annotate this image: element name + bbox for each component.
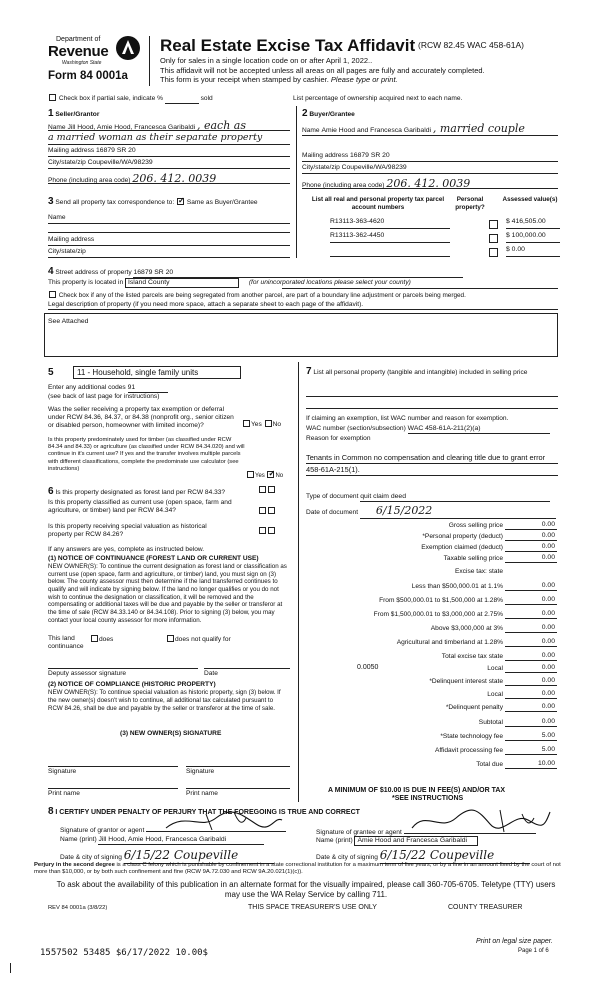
grantee-date-value[interactable]: 6/15/22 Coupeville (380, 848, 530, 864)
buyer-mailing-label: Mailing address (302, 152, 349, 159)
historic-no-checkbox[interactable] (268, 527, 275, 534)
does-not-option (166, 635, 231, 644)
section7-label: List all personal property (tangible and intangible) included in selling price (313, 369, 528, 376)
see-instructions-note: *SEE INSTRUCTIONS (392, 795, 464, 802)
tax-row-value[interactable]: 0.00 (505, 703, 557, 712)
legal-label: Legal description of property (if you need more space, attach a separate sheet to each page of the affidavit). (48, 301, 364, 308)
tax-row (305, 717, 557, 727)
grantor-name-label: Name (print) (60, 836, 97, 843)
buyer-phone-label: Phone (including area code) (302, 182, 385, 189)
tax-row-label: Local (487, 690, 503, 698)
does-not-label: does not qualify for (175, 636, 231, 643)
see-back-note: (see back of last page for instructions) (48, 393, 160, 400)
exemption-claim-label: If claiming an exemption, list WAC number and reason for exemption. (306, 415, 509, 422)
section8-number: 8 (48, 806, 54, 817)
tax-row (305, 663, 557, 673)
certify-label: I CERTIFY UNDER PENALTY OF PERJURY THAT THE FOREGOING IS TRUE AND CORRECT (55, 809, 360, 816)
center-divider-bottom (298, 362, 299, 802)
edge-mark (10, 963, 11, 973)
if-yes-note: If any answers are yes, complete as instructed below. (48, 546, 205, 553)
minimum-due-note: A MINIMUM OF $10.00 IS DUE IN FEE(S) AND/OR TAX (328, 787, 506, 794)
county-treasurer-label: COUNTY TREASURER (448, 904, 523, 911)
buyer-section-title: Buyer/Grantee (309, 111, 355, 118)
revenue-label: Revenue (48, 43, 109, 60)
header-sub3-text: This form is your receipt when stamped by cashier. (160, 75, 329, 84)
buyer-city-label: City/state/zip (302, 164, 340, 171)
seller-name-row (48, 119, 290, 131)
additional-codes-label: Enter any additional codes (48, 384, 126, 391)
perjury-text: is a class C felony which is punishable by confinement in a state correctional institution for a maximum term of five years, or by a fine in an amount fixed by the court of not more than $10,000, or by both such confinement and fine (RCW 9A.72.030 and RCW 9A.20.021(1)(c)). (34, 862, 561, 876)
section3-mailing-row (48, 236, 290, 246)
tax-row-value[interactable]: 0.00 (505, 610, 557, 619)
tax-row (305, 542, 557, 552)
tax-row-value[interactable]: 0.00 (505, 652, 557, 661)
center-divider-top (296, 106, 297, 258)
tax-row-value[interactable]: 0.00 (505, 532, 557, 541)
tax-row-label: Less than $500,000.01 at 1.1% (411, 582, 503, 590)
parcel-number-3[interactable] (330, 246, 450, 257)
seller-city-label: City/state/zip (48, 159, 86, 166)
wac-value[interactable]: WAC 458-61A-211(2)(a) (408, 425, 550, 434)
buyer-mailing-row (302, 152, 558, 162)
new-owner-sig-label-2: Signature (186, 768, 215, 775)
deputy-date-line[interactable] (204, 668, 290, 669)
deputy-sig-label: Deputy assessor signature (48, 670, 127, 677)
form-number: Form 84 0001a (48, 70, 128, 82)
same-as-buyer-label: Same as Buyer/Grantee (186, 199, 258, 206)
new-owner-print-label-1: Print name (48, 790, 80, 797)
parcel-value-2[interactable]: $ 100,000.00 (506, 232, 560, 243)
dor-emblem-icon (114, 34, 142, 62)
tax-row-label: *Personal property (deduct) (422, 532, 503, 540)
buyer-city-value[interactable]: Coupeville/WA/98239 (341, 164, 407, 171)
tax-row-label: Total due (476, 760, 503, 768)
seller-mailing-label: Mailing address (48, 147, 95, 154)
tax-row-value[interactable]: 0.00 (505, 554, 557, 563)
legal-description-box[interactable] (44, 313, 558, 357)
exemption-yes-label: Yes (251, 421, 262, 428)
tax-row (305, 676, 557, 686)
tax-row-label: Subtotal (478, 718, 503, 726)
seller-section-title: Seller/Grantor (55, 111, 100, 118)
tax-row (305, 745, 557, 755)
grantee-signature-scribble (404, 808, 554, 834)
local-rate: 0.0050 (357, 664, 379, 672)
new-owner-print-label-2: Print name (186, 790, 218, 797)
exemption-no-label: No (272, 421, 282, 428)
notice2-body: NEW OWNER(S): To continue special valuation as historic property, sign (3) below. If the new owner(s) doesn't wish to continue, all additional tax calculated pursuant to RCW 84.26, shall be due and payable by the seller or transferor at the time of sale. (48, 689, 281, 712)
doc-type-value[interactable]: quit claim deed (360, 493, 550, 502)
personal-property-line-1[interactable] (306, 396, 558, 397)
buyer-name-row (302, 122, 558, 136)
seller-section-number: 1 (48, 108, 54, 119)
tax-row-value[interactable]: 5.00 (505, 746, 557, 755)
forest-question (48, 486, 298, 499)
tax-row (305, 581, 557, 591)
timber-yes-checkbox[interactable] (247, 471, 254, 478)
grantor-signature-scribble (146, 810, 286, 832)
does-option (90, 635, 113, 644)
historic-yes-checkbox[interactable] (259, 527, 266, 534)
current-use-question (48, 499, 298, 515)
forest-yes-no (258, 486, 276, 495)
parcel-personal-checkbox-3[interactable] (489, 248, 498, 257)
legal-description-value: See Attached (48, 318, 89, 325)
tax-row (305, 637, 557, 647)
historic-question-text: Is this property receiving special valuation as historical property per RCW 84.26? (48, 523, 207, 539)
parcel-number-2[interactable]: R13113-362-4450 (330, 232, 450, 243)
section4-number: 4 (48, 266, 54, 277)
additional-codes-value[interactable]: 91 (128, 384, 168, 393)
tax-row-value[interactable]: 0.00 (505, 677, 557, 686)
buyer-name-value[interactable]: Amie Hood and Francesca Garibaldi (321, 127, 431, 134)
continuance-row (48, 635, 298, 651)
timber-no-checkbox[interactable] (267, 471, 274, 478)
tax-row-value[interactable]: 10.00 (505, 760, 557, 769)
perjury-bold: Perjury in the second degree (34, 862, 115, 868)
buyer-section-number: 2 (302, 108, 308, 119)
timber-yes-no (246, 471, 283, 481)
wac-row (306, 425, 550, 434)
same-as-buyer-checkbox[interactable] (177, 198, 184, 205)
seller-phone-label: Phone (including area code) (48, 177, 131, 184)
section3-name-row (48, 214, 290, 224)
tax-row-value[interactable]: 0.00 (505, 596, 557, 605)
wa-state-label: Washington State (62, 60, 102, 66)
tax-row (305, 651, 557, 661)
reason-value[interactable]: Tenants in Common no compensation and clearing title due to grant error 458-61A-215(1). (306, 453, 546, 474)
grantor-name-row (60, 836, 264, 845)
doc-date-row (306, 504, 556, 519)
header-sub1: Only for sales in a single location code on or after April 1, 2022.. (160, 56, 373, 65)
section7-number: 7 (306, 366, 312, 377)
new-owner-sig-line-1[interactable] (48, 766, 178, 767)
partial-sale-sold-label: sold (200, 95, 213, 102)
parcel-row-2 (302, 232, 558, 243)
notice2-title: (2) NOTICE OF COMPLIANCE (HISTORIC PROPERTY) (48, 681, 216, 688)
notice1-title: (1) NOTICE OF CONTINUANCE (FOREST LAND OR CURRENT USE) (48, 555, 259, 562)
tax-row-label: Agricultural and timberland at 1.28% (396, 638, 503, 646)
exemption-yes-no (242, 420, 281, 429)
timber-yes-label: Yes (255, 473, 265, 479)
parcel-number-1[interactable]: R13113-363-4620 (330, 218, 450, 229)
tax-row (305, 566, 557, 576)
grantor-sig-row (60, 822, 286, 835)
land-use-code-select[interactable]: 11 - Household, single family units (73, 366, 241, 379)
grantee-name-value[interactable]: Amie Hood and Francesca Garibaldi (354, 836, 478, 846)
parcel-row-3 (302, 246, 558, 257)
reason-line-1 (306, 463, 558, 464)
forest-question-text: Is this property designated as forest land per RCW 84.33? (55, 489, 226, 496)
seller-phone-row (48, 172, 290, 184)
tax-row (305, 609, 557, 619)
seller-name-handwritten-1: , each as (196, 119, 246, 132)
tax-row (305, 553, 557, 563)
tax-row (305, 759, 557, 769)
section3-label: Send all property tax correspondence to: (55, 199, 175, 206)
located-label: This property is located in (48, 279, 124, 286)
street-label: Street address of property (55, 269, 132, 276)
seller-name-value[interactable]: Jill Hood, Amie Hood, Francesca Garibaldi (67, 124, 196, 131)
tax-row (305, 531, 557, 541)
buyer-phone-row (302, 177, 558, 189)
parcels-col3-header: Assessed value(s) (502, 196, 558, 203)
tax-row-label: From $1,500,000.01 to $3,000,000 at 2.75% (373, 610, 503, 618)
dept-of-label: Department of (56, 36, 101, 43)
partial-sale-label: Check box if partial sale, indicate % (58, 95, 163, 102)
form-title-ref: (RCW 82.45 WAC 458-61A) (418, 40, 524, 50)
header-sub2: This affidavit will not be accepted unless all areas on all pages are fully and accurately completed. (160, 66, 485, 75)
segregated-label: Check box if any of the listed parcels are being segregated from another parcel, are part of a boundary line adjustment or parcels being merged. (58, 292, 466, 299)
seller-mailing-value[interactable]: 16879 SR 20 (96, 147, 136, 154)
tax-row (305, 731, 557, 741)
unincorporated-note: (for unincorporated locations please select your county) (248, 279, 411, 286)
seller-name-handwritten-2: a married woman as their separate property (48, 132, 290, 145)
section3-heading (48, 196, 294, 209)
tax-row-label: Excise tax: state (454, 567, 503, 575)
continuance-label: continuance (48, 643, 84, 651)
partial-sale-row (48, 94, 213, 104)
section7-heading (306, 366, 558, 379)
doc-date-value[interactable]: 6/15/2022 (360, 504, 556, 519)
doc-date-label: Date of document (306, 509, 359, 516)
forest-no-checkbox[interactable] (268, 486, 275, 493)
exemption-question (48, 406, 298, 431)
header-sub3-italic: Please type or print. (330, 75, 398, 84)
tax-row-value[interactable]: 5.00 (505, 732, 557, 741)
tax-row-label: *State technology fee (440, 732, 503, 740)
deputy-date-label: Date (204, 670, 218, 677)
section3-city-row (48, 248, 290, 258)
tax-row-label: Exemption claimed (deduct) (421, 543, 503, 551)
doc-type-label: Type of document (306, 493, 359, 500)
does-not-checkbox[interactable] (167, 635, 174, 642)
grantor-name-value[interactable]: Jill Hood, Amie Hood, Francesca Garibaldi (98, 836, 264, 845)
tax-row-label: Gross selling price (448, 521, 503, 529)
buyer-name-label: Name (302, 127, 320, 134)
page-number: Page 1 of 6 (518, 948, 549, 954)
current-use-no-checkbox[interactable] (268, 507, 275, 514)
historic-yes-no (258, 527, 276, 536)
section3-mailing-label: Mailing address (48, 236, 95, 243)
historic-question (48, 523, 298, 539)
tax-row-label: Total excise tax state (441, 652, 503, 660)
buyer-city-row (302, 164, 558, 174)
tax-row-value[interactable]: 0.00 (505, 718, 557, 727)
buyer-phone-value[interactable]: 206. 412. 0039 (386, 177, 471, 190)
tax-row (305, 623, 557, 633)
parcels-header (302, 196, 558, 214)
tax-row (305, 689, 557, 699)
tax-row (305, 595, 557, 605)
segregated-row (48, 291, 560, 300)
tax-row (305, 702, 557, 712)
grantee-sig-label: Signature of grantee or agent (316, 829, 402, 836)
tax-row-value[interactable]: 0.00 (505, 664, 557, 673)
grantee-name-row (316, 836, 478, 846)
legal-label-line (48, 309, 558, 310)
parcel-row-1 (302, 218, 558, 229)
ownership-note: List percentage of ownership acquired next to each name. (293, 95, 463, 102)
current-use-yes-checkbox[interactable] (259, 507, 266, 514)
this-land-label: This land (48, 635, 75, 642)
grantee-date-label: Date & city of signing (316, 854, 378, 861)
seller-name-label: Name (48, 124, 66, 131)
tax-row-value[interactable]: 0.00 (505, 582, 557, 591)
new-owner-print-line-2[interactable] (186, 788, 290, 789)
new-owner-sig-label-1: Signature (48, 768, 77, 775)
personal-property-line-2[interactable] (306, 408, 558, 409)
doc-type-row (306, 493, 550, 502)
grantor-sig-label: Signature of grantor or agent (60, 827, 145, 834)
tax-row (305, 520, 557, 530)
buyer-mailing-value[interactable]: 16879 SR 20 (350, 152, 390, 159)
alt-format-notice: To ask about the availability of this publication in an alternate format for the visually impaired, please call 360-705-6705. Teletype (TTY) users may use the WA Relay Service by calling 711. (56, 880, 556, 899)
seller-city-value[interactable]: Coupeville/WA/98239 (87, 159, 153, 166)
parcel-personal-checkbox-2[interactable] (489, 234, 498, 243)
perjury-notice (34, 862, 574, 877)
buyer-heading (302, 108, 355, 121)
tax-row-value[interactable]: 0.00 (505, 690, 557, 699)
does-checkbox[interactable] (91, 635, 98, 642)
does-label: does (99, 636, 114, 643)
wac-label: WAC number (section/subsection) (306, 425, 406, 432)
recording-stamp: 1557502 53485 $6/17/2022 10.00$ (40, 948, 208, 958)
grantor-date-value[interactable]: 6/15/22 Coupeville (124, 848, 274, 864)
parcels-col1-header: List all real and personal property tax parcel account numbers (311, 196, 445, 211)
grantee-signature[interactable] (404, 824, 536, 834)
parcels-col2-header: Personal property? (455, 196, 485, 211)
forest-yes-checkbox[interactable] (259, 486, 266, 493)
section3-city-label: City/state/zip (48, 248, 86, 255)
buyer-name-handwritten: , married couple (432, 122, 525, 135)
notice1-body: NEW OWNER(S): To continue the current designation as forest land or classification as current use (open space, farm and agriculture, or timber) land, you must sign on (3) below. The county assessor must then determine if the land transferred continues to qualify and will indicate by signing below. If the land no longer qualifies or you do not wish to continue the designation or classification, it will be removed and the compensating or additional taxes will be due and payable by the seller or transferor at the time of sale (RCW 84.33.140 or 84.34.108). Prior to signing (3) below, you may contact your local county assessor for more information. (48, 563, 287, 624)
grantee-name-label: Name (print) (316, 837, 353, 844)
reason-label: Reason for exemption (306, 435, 371, 442)
reason-line-2 (306, 475, 558, 476)
grantor-signature[interactable] (146, 822, 286, 832)
tax-row-label: Affidavit processing fee (434, 746, 503, 754)
exemption-no-checkbox[interactable] (265, 420, 272, 427)
section3-name-label: Name (48, 214, 66, 221)
tax-row-label: Taxable selling price (443, 554, 503, 562)
seller-mailing-row (48, 147, 290, 157)
header-sub3 (160, 75, 398, 84)
new-owner-sig-line-2[interactable] (186, 766, 290, 767)
segregated-checkbox[interactable] (49, 291, 56, 298)
exemption-yes-checkbox[interactable] (243, 420, 250, 427)
tax-row-label: *Delinquent interest state (429, 677, 503, 685)
timber-no-label: No (275, 473, 284, 479)
new-owner-print-line-1[interactable] (48, 788, 178, 789)
tax-row-value[interactable]: 0.00 (505, 638, 557, 647)
timber-question (48, 437, 298, 479)
treasurer-use-label: THIS SPACE TREASURER'S USE ONLY (248, 904, 377, 911)
tax-row-value[interactable]: 0.00 (505, 543, 557, 552)
tax-row-label: Above $3,000,000 at 3% (430, 624, 503, 632)
section3-name-line2 (48, 232, 290, 233)
tax-row-value[interactable]: 0.00 (505, 624, 557, 633)
tax-row-label: From $500,000.01 to $1,500,000 at 1.28% (379, 596, 503, 604)
partial-sale-checkbox[interactable] (49, 94, 56, 101)
deputy-sig-line[interactable] (48, 668, 198, 669)
parcel-personal-checkbox-1[interactable] (489, 220, 498, 229)
header-divider (149, 36, 150, 86)
seller-phone-value[interactable]: 206. 412. 0039 (132, 172, 217, 185)
parcel-value-1[interactable]: $ 416,505.00 (506, 218, 560, 229)
timber-question-text: Is this property predominately used for timber (as classified under RCW 84.34 and 84.33) or agriculture (as classified under RCW 84.34.020) and will continue in it's current use? If yes and the transfer involves multiple parcels with different classifications, complete the predominate use calculator (see instructions) (48, 437, 245, 472)
tax-row-value[interactable]: 0.00 (505, 521, 557, 530)
current-use-question-text: Is this property classified as current use (open space, farm and agriculture, or timber) land per RCW 84.34? (48, 499, 232, 515)
exemption-question-text: Was the seller receiving a property tax exemption or deferral under RCW 84.36, 84.37, or 84.38 (nonprofit org., senior citizen or disabled person, homeowner with limited income)? (48, 406, 234, 430)
partial-sale-percent-field[interactable] (165, 95, 199, 104)
section5-number: 5 (48, 367, 54, 378)
form-title: Real Estate Excise Tax Affidavit (160, 36, 416, 55)
print-legal-note: Print on legal size paper. (476, 938, 553, 945)
parcel-value-3[interactable]: $ 0.00 (506, 246, 560, 257)
section3-number: 3 (48, 196, 54, 207)
county-select[interactable]: Island County (125, 278, 239, 288)
street-row (48, 266, 463, 279)
seller-city-row (48, 159, 290, 169)
located-line (282, 288, 558, 289)
street-value[interactable]: 16879 SR 20 (133, 269, 463, 278)
section6-number: 6 (48, 486, 54, 497)
tax-row-label: Local (487, 664, 503, 672)
tax-row-label: *Delinquent penalty (445, 703, 503, 711)
grantor-date-label: Date & city of signing (60, 854, 122, 861)
new-owner-sig-title: (3) NEW OWNER(S) SIGNATURE (120, 730, 222, 737)
current-use-yes-no (258, 507, 276, 516)
located-row (48, 278, 411, 288)
rev-label: REV 84 0001a (3/8/22) (48, 905, 108, 911)
